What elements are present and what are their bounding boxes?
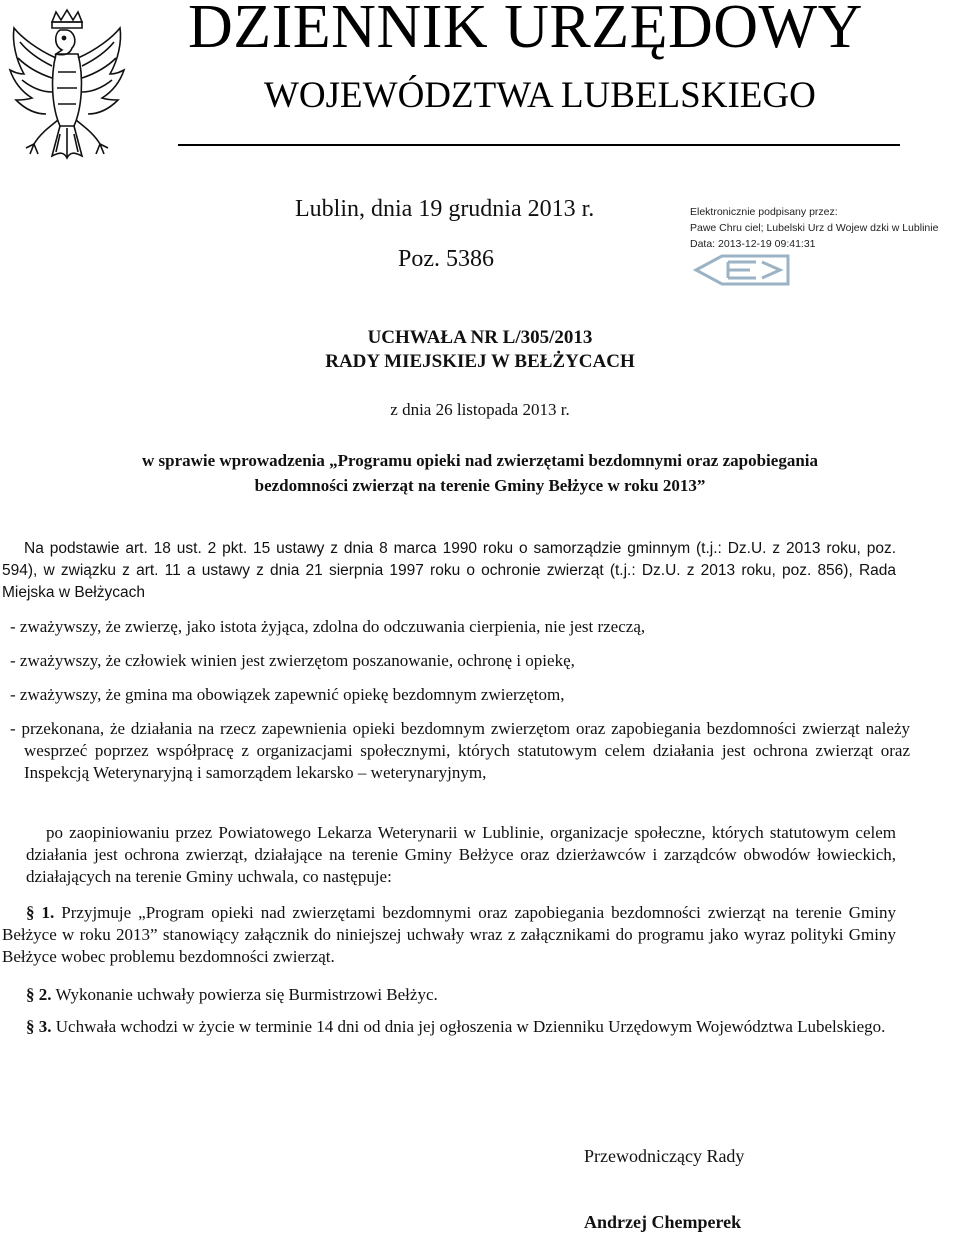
consideration-2: - zważywszy, że człowiek winien jest zwierzętom poszanowanie, ochronę i opiekę, (10, 651, 575, 670)
header-divider (178, 144, 900, 146)
paragraph-1 (2, 902, 896, 968)
paragraph-2-label: § 2. (26, 985, 52, 1004)
publication-date: Lublin, dnia 19 grudnia 2013 r. (295, 196, 595, 222)
signature-line-3: Data: 2013-12-19 09:41:31 (690, 238, 816, 250)
paragraph-1-text: Przyjmuje „Program opieki nad zwierzętami bezdomnymi oraz zapobiegania bezdomności zwierząt na terenie Gminy Bełżyce w roku 2013” stanowiący załącznik do niniejszej uchwały wraz z załącznikami do programu jako wyraz polityki Gminy Bełżyce wobec problemu bezdomności zwierząt. (2, 903, 896, 966)
journal-subtitle: WOJEWÓDZTWA LUBELSKIEGO (264, 75, 816, 116)
coat-of-arms-eagle-icon (8, 8, 126, 178)
signer-role: Przewodniczący Rady (584, 1146, 745, 1166)
resolution-number: UCHWAŁA NR L/305/2013 (367, 327, 593, 348)
resolution-subject (40, 448, 920, 498)
opinion-paragraph (26, 822, 896, 888)
legal-basis-text: Na podstawie art. 18 ust. 2 pkt. 15 ustawy z dnia 8 marca 1990 roku o samorządzie gminnym (t.j.: Dz.U. z 2013 roku, poz. 594), w związku z art. 11 a ustawy z dnia 21 sierpnia 1997 roku o ochronie zwierząt (t.j.: Dz.U. z 2013 roku, poz. 856), Rada Miejska w Bełżycach (2, 540, 896, 601)
resolution-date: z dnia 26 listopada 2013 r. (390, 400, 570, 419)
consideration-4: - przekonana, że działania na rzecz zapewnienia opieki bezdomnym zwierzętom oraz zapobiegania bezdomności zwierząt należy wesprzeć poprzez współpracę z organizacjami społecznymi, których statutowym celem działania jest ochrona zwierząt oraz Inspekcją Weterynaryjną i samorządem lekarsko – weterynaryjnym, (10, 719, 910, 782)
legal-basis (2, 538, 896, 604)
subject-line-2: bezdomności zwierząt na terenie Gminy Bełżyce w roku 2013” (254, 476, 706, 495)
journal-title: DZIENNIK URZĘDOWY (188, 0, 863, 61)
paragraph-2 (2, 984, 896, 1006)
signature-line-1: Elektronicznie podpisany przez: (690, 206, 838, 218)
paragraph-2-text: Wykonanie uchwały powierza się Burmistrzowi Bełżyc. (51, 985, 438, 1004)
consideration-1: - zważywszy, że zwierzę, jako istota żyjąca, zdolna do odczuwania cierpienia, nie jest rzeczą, (10, 617, 646, 636)
paragraph-3-text: Uchwała wchodzi w życie w terminie 14 dni od dnia jej ogłoszenia w Dzienniku Urzędowym Województwa Lubelskiego. (51, 1017, 886, 1036)
resolution-council: RADY MIEJSKIEJ W BEŁŻYCACH (325, 351, 635, 372)
resolution-heading (0, 326, 960, 374)
paragraph-3 (2, 1016, 896, 1038)
subject-line-1: w sprawie wprowadzenia „Programu opieki nad zwierzętami bezdomnymi oraz zapobiegania (141, 451, 818, 470)
opinion-text: po zaopiniowaniu przez Powiatowego Lekarza Weterynarii w Lublinie, organizacje społeczne, których statutowym celem działania jest ochrona zwierząt, działające na terenie Gminy Bełżyce oraz dzierżawców i zarządców obwodów łowieckich, działających na terenie Gminy uchwala, co następuje: (26, 823, 896, 886)
signature-seal-icon (692, 252, 790, 288)
signer-name: Andrzej Chemperek (584, 1212, 742, 1232)
paragraph-1-label: § 1. (26, 903, 55, 922)
electronic-signature-stamp (690, 204, 958, 252)
signature-line-2: Pawe Chru ciel; Lubelski Urz d Wojew dzki w Lublinie (690, 222, 939, 234)
position-number: Poz. 5386 (398, 246, 494, 272)
paragraph-3-label: § 3. (26, 1017, 52, 1036)
consideration-3: - zważywszy, że gmina ma obowiązek zapewnić opiekę bezdomnym zwierzętom, (10, 685, 565, 704)
